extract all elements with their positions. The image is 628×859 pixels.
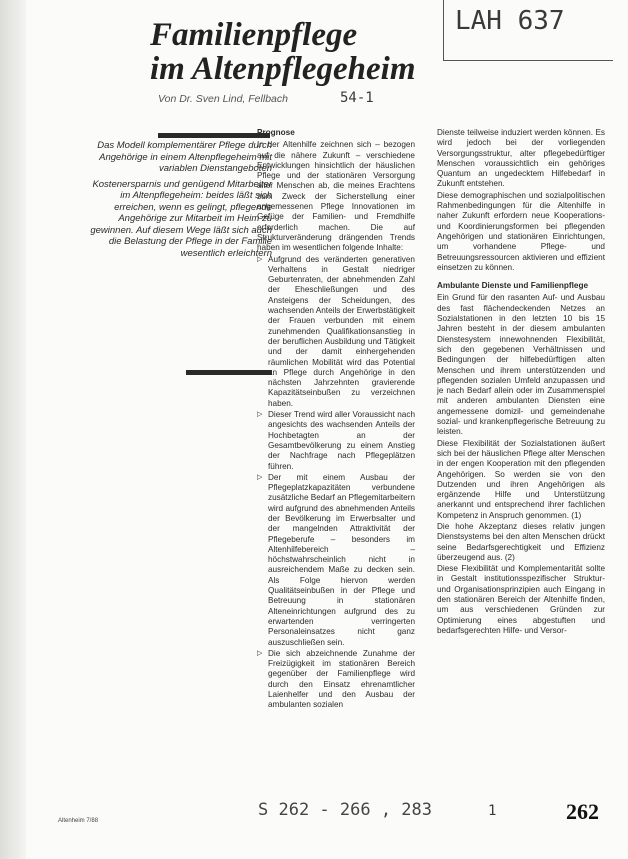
paragraph: Ein Grund für den rasanten Auf- und Ausbau des fast flächendeckenden Netzes an Sozialstationen in den letzten 10 bis 15 Jahren besteht in der diesem ambulanten Dienstesystem innewohnenden Flexibilität, sich den gegebenen Verhältnissen und Bedingungen der hilfebedürftigen alten Menschen und ihrem unterstützenden und pflegenden sozialen Umfeld anzupassen und je nach Bedarf allein oder im Zusammenspiel mit anderen ambulanten Diensten eine angemessene domizil- und gemeindenahe sozial- und krankenpflegerische Betreuung zu leisten. (437, 293, 605, 437)
teaser-summary: Kostenersparnis und genügend Mitarbeiter im Altenpflegeheim: beides läßt sich erreichen, wenn es gelingt, pflegende Angehörige zur Mitarbeit im Heim zu gewinnen. Auf diesem Wege läßt sich auch die Belastung der Pflege in der Familie wesentlich erleichtern (90, 178, 272, 259)
section-heading-prognose: Prognose (257, 128, 295, 137)
paragraph: Diese Flexibilität und Komplementarität sollte in Gestalt institutionsspezifischer Struktur- und Organisationsprinzipien auch Eingang in den stationären Bereich der Altenhilfe finden, um aus verschiedenen Gründen zur Optimierung eines abgestuften und bedarfsgerechten Hilfe- und Versor- (437, 564, 605, 635)
handwritten-page-range: S 262 - 266 , 283 (258, 800, 432, 820)
title-line-1: Familienpflege (150, 17, 358, 53)
text-column-2 (437, 128, 605, 637)
page-left-margin-shadow (0, 0, 26, 859)
list-item: ▷ Aufgrund des veränderten generativen Verhaltens in Gestalt niedriger Geburtenraten, der abnehmenden Zahl der Eheschließungen und des Ansteigens der Scheidungen, des wachsenden Anteils der Erwerbstätigkeit der Frauen verbunden mit einem zunehmenden Qualifikationsanstieg in der beruflichen Ausbildung und Tätigkeit und der damit einhergehenden räumlichen Mobilität wird das Potential an Pflege durch Angehörige in den nächsten Jahrzehnten gravierende Kapazitätseinbußen zu verzeichnen haben. (257, 255, 415, 409)
handwritten-catalog-number: LAH 637 (455, 6, 565, 36)
source-reference: Altenheim 7/88 (58, 818, 99, 824)
title-line-2: im Altenpflegeheim (150, 51, 416, 87)
paragraph: Die hohe Akzeptanz dieses relativ jungen Dienstsystems bei den alten Menschen drückt seine Bedarfsgerechtigkeit und Effizienz überzeugend aus. (2) (437, 521, 605, 562)
paragraph: Diese Flexibilität der Sozialstationen äußert sich bei der häuslichen Pflege alter Menschen in der engen Kooperation mit den pflegenden Angehörigen. So werden sie von den Dutzenden und ihren Angehörigen als ergänzende Hilfe und Unterstützung anerkannt und entsprechend ihrer fachlichen Kompetenz in Anspruch genommen. (1) (437, 438, 605, 520)
paragraph: Dienste teilweise induziert werden können. Es wird jedoch bei der vorliegenden Versorgungsstruktur, alter pflegebedürftiger Menschen voraussichtlich ein gehöriges Quantum an ungedecktem Hilfebedarf in Zukunft entstehen. (437, 128, 605, 189)
paragraph: Diese demographischen und sozialpolitischen Rahmenbedingungen für die Altenhilfe in naher Zukunft erfordern neue Kooperations- und Koordinierungsformen bei pflegenden Angehörigen und stationären Einrichtungen, um vorhandene Pflege- und Betreuungsressourcen aktivieren und effizient einsetzen zu können. (437, 190, 605, 272)
annotation-box-border-bottom (443, 60, 613, 61)
list-item: ▷ Der mit einem Ausbau der Pflegeplatzkapazitäten verbundene zusätzliche Bedarf an Pflegemitarbeitern wird aufgrund des abnehmenden Anteils der Bevölkerung im Erwerbsalter und der mangelnden Attraktivität der Pflegeberufe – besonders im Altenhilfebereich – höchstwahrscheinlich nicht in ausreichendem Maße zu decken sein. Als Folge hiervon werden Qualitätseinbußen in der Pflege und Betreuung in stationären Alteneinrichtungen aufgrund des zu erwartenden verringerten Personaleinsatzes nicht ganz auszuschließen sein. (257, 473, 415, 648)
handwritten-note: 54-1 (340, 90, 374, 106)
article-title (150, 18, 416, 86)
section-heading-ambulante-dienste: Ambulante Dienste und Familienpflege (437, 281, 589, 291)
page-number: 262 (566, 799, 599, 824)
paragraph: In der Altenhilfe zeichnen sich – bezogen auf die nähere Zukunft – verschiedene Entwicklungen hinsichtlich der häuslichen Pflege und der stationären Versorgung alter Menschen ab, die meines Erachtens zum Zweck der Sicherstellung einer angemessenen Pflege Innovationen im Gefüge der Familien- und Fremdhilfe erforderlich machen. Die auf Strukturveränderung drängenden Trends haben im wesentlichen folgende Inhalte: (257, 140, 415, 253)
bullet-list (257, 255, 415, 711)
teaser-subtitle: Das Modell komplementärer Pflege durch Angehörige in einem Altenpflegeheim mit variablen Dienstangeboten (97, 140, 272, 174)
list-item: ▷ Dieser Trend wird aller Voraussicht nach angesichts des wachsenden Anteils der Hochbetagten an der Gesamtbevölkerung zu einem Anstieg der Nachfrage nach Pflegeplätzen führen. (257, 410, 415, 472)
text-column-1 (257, 128, 415, 712)
author-byline: Von Dr. Sven Lind, Fellbach (158, 93, 288, 105)
annotation-box-border (443, 0, 444, 60)
teaser-top-rule (158, 133, 270, 138)
list-item: ▷ Die sich abzeichnende Zunahme der Freizügigkeit im stationären Bereich gegenüber der Familienpflege wird durch den Einsatz ehrenamtlicher Laienhelfer und den Ausbau der ambulanten sozialen (257, 649, 415, 711)
teaser-block (82, 140, 272, 263)
handwritten-mark: 1 (488, 803, 497, 819)
